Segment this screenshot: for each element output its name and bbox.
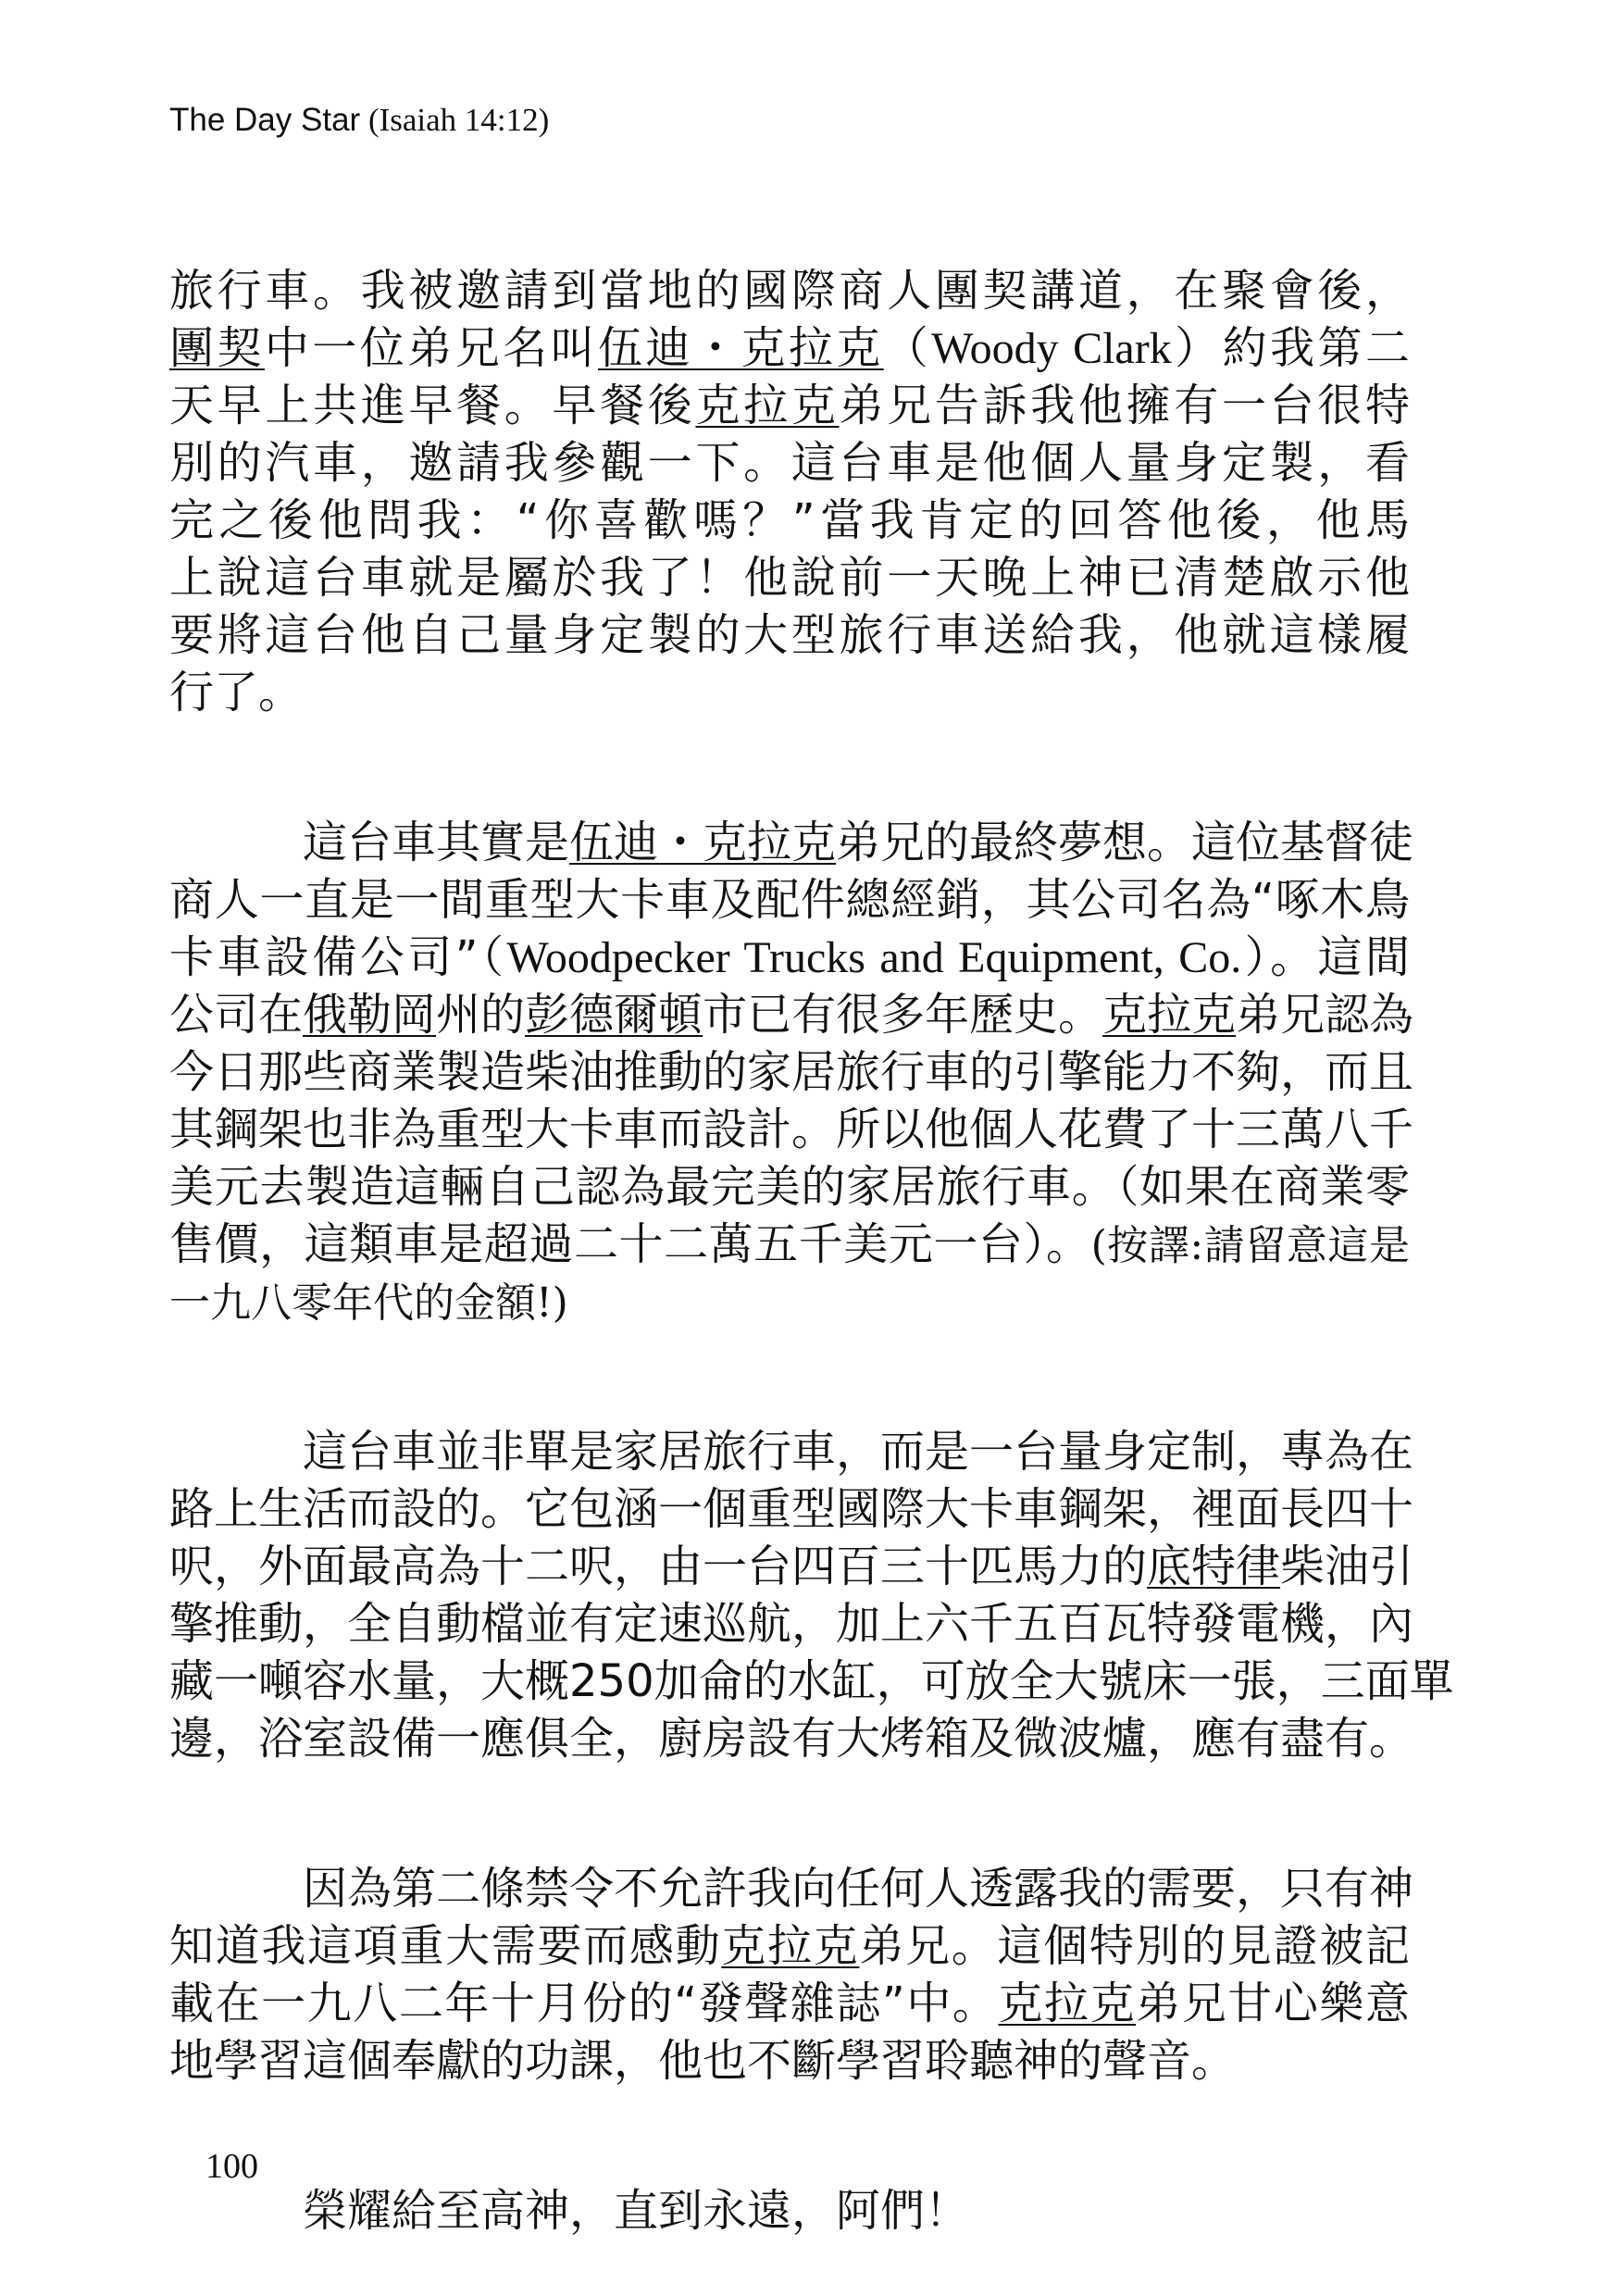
text-line: 其鋼架也非為重型大卡車而設計。所以他個人花費了十三萬八千 — [169, 1104, 1414, 1155]
text-line: 藏一噸容水量，大概250加侖的水缸，可放全大號床一張，三面單 — [169, 1655, 1454, 1707]
text-line: 這台車並非單是家居旅行車，而是一台量身定制，專為在 — [303, 1426, 1414, 1478]
text-line: 天早上共進早餐。早餐後克拉克弟兄告訴我他擁有一台很特 — [169, 380, 1410, 431]
latin-text: Woodpecker Trucks and Equipment, Co. — [506, 933, 1242, 982]
text-line: 地學習這個奉獻的功課，他也不斷學習聆聽神的聲音。 — [169, 2035, 1237, 2087]
paragraph-1 — [169, 262, 1410, 721]
underlined-name: 克拉克 — [1102, 989, 1237, 1041]
text-line: 公司在俄勒岡州的彭德爾頓市已有很多年歷史。克拉克弟兄認為 — [169, 989, 1414, 1041]
text-line: 上說這台車就是屬於我了！他說前一天晚上神已清楚啟示他 — [169, 552, 1410, 604]
underlined-name: 彭德爾頓 — [525, 989, 703, 1041]
underlined-name: 底特律 — [1147, 1541, 1281, 1592]
text-line — [169, 1273, 1410, 1330]
text-line: 團契中一位弟兄名叫伍迪・克拉克（Woody Clark）約我第二 — [169, 322, 1410, 374]
translator-note: (按譯:請留意這是 — [1090, 1222, 1410, 1269]
underlined-name: 伍迪・克拉克 — [569, 817, 837, 868]
text-line: 要將這台他自己量身定製的大型旅行車送給我，他就這樣履 — [169, 609, 1410, 661]
text-line: 售價，這類車是超過二十二萬五千美元一台）。(按譯:請留意這是 — [169, 1218, 1410, 1270]
running-head-title: The Day Star — [169, 102, 361, 138]
text-line: 商人一直是一間重型大卡車及配件總經銷，其公司名為“啄木鳥 — [169, 874, 1410, 926]
text-line: 邊，浴室設備一應俱全，廚房設有大烤箱及微波爐，應有盡有。 — [169, 1713, 1414, 1765]
text-line: 別的汽車，邀請我參觀一下。這台車是他個人量身定製，看 — [169, 437, 1410, 489]
text-line: 載在一九八二年十月份的“發聲雜誌”中。克拉克弟兄甘心樂意 — [169, 1978, 1410, 2029]
underlined-name: 俄勒岡 — [303, 989, 437, 1041]
page-number: 100 — [205, 2147, 258, 2186]
text-line: 這台車其實是伍迪・克拉克弟兄的最終夢想。這位基督徒 — [303, 817, 1414, 868]
text-line: 完之後他問我：“你喜歡嗎？”當我肯定的回答他後，他馬 — [169, 494, 1410, 546]
paragraph-5 — [169, 2182, 1410, 2240]
text-line: 知道我這項重大需要而感動克拉克弟兄。這個特別的見證被記 — [169, 1920, 1410, 1972]
text-line: 今日那些商業製造柴油推動的家居旅行車的引擎能力不夠，而且 — [169, 1046, 1414, 1098]
text-line: 因為第二條禁令不允許我向任何人透露我的需要，只有神 — [303, 1863, 1414, 1915]
paragraph-3 — [169, 1423, 1454, 1767]
text-line: 擎推動，全自動檔並有定速巡航，加上六千五百瓦特發電機，內 — [169, 1598, 1414, 1650]
running-head-reference: (Isaiah 14:12) — [367, 102, 550, 138]
latin-text: Woody Clark — [931, 324, 1172, 373]
underlined-name: 伍迪・克拉克 — [598, 322, 884, 374]
underlined-name: 克拉克 — [998, 1978, 1137, 2029]
text-line: 美元去製造這輛自己認為最完美的家居旅行車。（如果在商業零 — [169, 1161, 1410, 1213]
text-line: 卡車設備公司”（Woodpecker Trucks and Equipment, Co.）。這間 — [169, 931, 1410, 983]
translator-note: 一九八零年代的金額!) — [169, 1279, 568, 1327]
underlined-name: 克拉克 — [721, 1920, 860, 1972]
underlined-name: 團契 — [169, 322, 265, 374]
text-line: 榮耀給至高神，直到永遠，阿們！ — [303, 2185, 970, 2237]
text-line: 旅行車。我被邀請到當地的國際商人團契講道，在聚會後， — [169, 265, 1410, 317]
paragraph-2 — [169, 814, 1414, 1330]
body-text — [169, 262, 1454, 2240]
running-head — [169, 100, 549, 141]
paragraph-4 — [169, 1860, 1414, 2090]
text-line: 路上生活而設的。它包涵一個重型國際大卡車鋼架，裡面長四十 — [169, 1483, 1414, 1535]
text-line: 呎，外面最高為十二呎，由一台四百三十匹馬力的底特律柴油引 — [169, 1541, 1414, 1592]
underlined-name: 克拉克 — [695, 380, 840, 431]
text-line: 行了。 — [169, 667, 304, 718]
